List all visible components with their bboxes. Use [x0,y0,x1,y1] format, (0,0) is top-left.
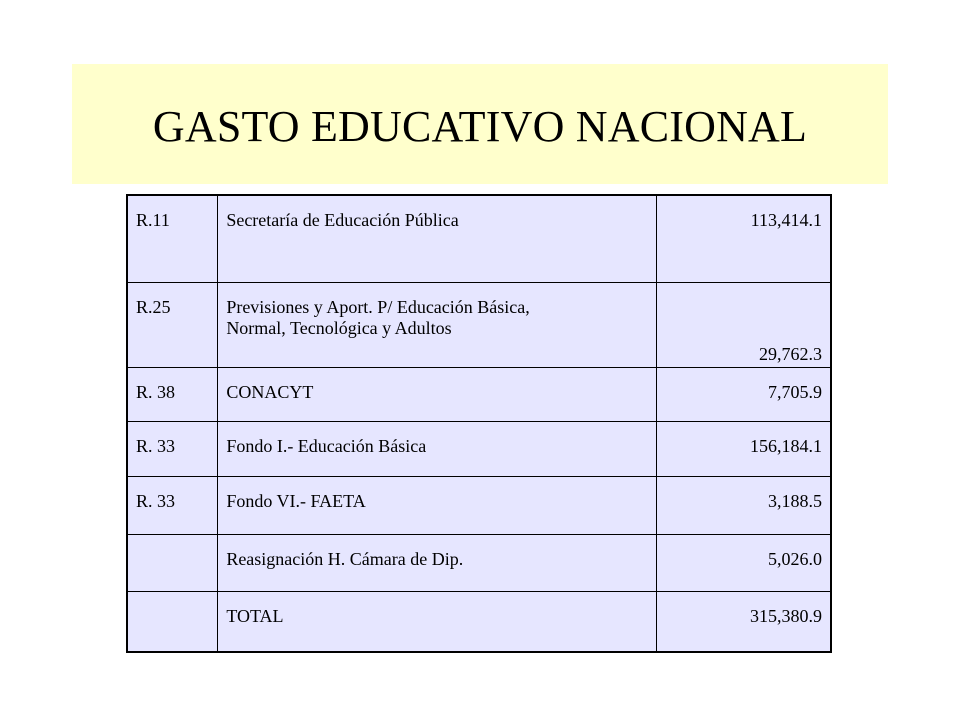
concepto-cell: Fondo I.- Educación Básica [218,421,657,476]
monto-cell: 3,188.5 [656,476,831,534]
monto-cell: 5,026.0 [656,534,831,591]
concepto-cell: CONACYT [218,367,657,421]
concepto-line: Normal, Tecnológica y Adultos [226,317,452,338]
concepto-line: Previsiones y Aport. P/ Educación Básica, [226,296,530,317]
total-row [127,591,831,652]
concepto-cell: Reasignación H. Cámara de Dip. [218,534,657,591]
title-banner [72,64,888,184]
table-row [127,534,831,591]
monto-cell: 113,414.1 [656,195,831,282]
table-row [127,282,831,367]
table-row [127,367,831,421]
monto-cell: 7,705.9 [656,367,831,421]
table-row [127,476,831,534]
ramo-cell: R.11 [127,195,218,282]
concepto-cell: Secretaría de Educación Pública [218,195,657,282]
total-label: TOTAL [218,591,657,652]
ramo-cell: R. 38 [127,367,218,421]
monto-cell: 156,184.1 [656,421,831,476]
ramo-cell [127,591,218,652]
ramo-cell [127,534,218,591]
page-title: GASTO EDUCATIVO NACIONAL [152,101,808,151]
table-row [127,421,831,476]
expenditure-table [126,194,832,653]
concepto-cell [218,282,657,367]
concepto-cell: Fondo VI.- FAETA [218,476,657,534]
total-amount: 315,380.9 [656,591,831,652]
table-row [127,195,831,282]
ramo-cell: R. 33 [127,421,218,476]
ramo-cell: R.25 [127,282,218,367]
ramo-cell: R. 33 [127,476,218,534]
monto-cell: 29,762.3 [656,282,831,367]
